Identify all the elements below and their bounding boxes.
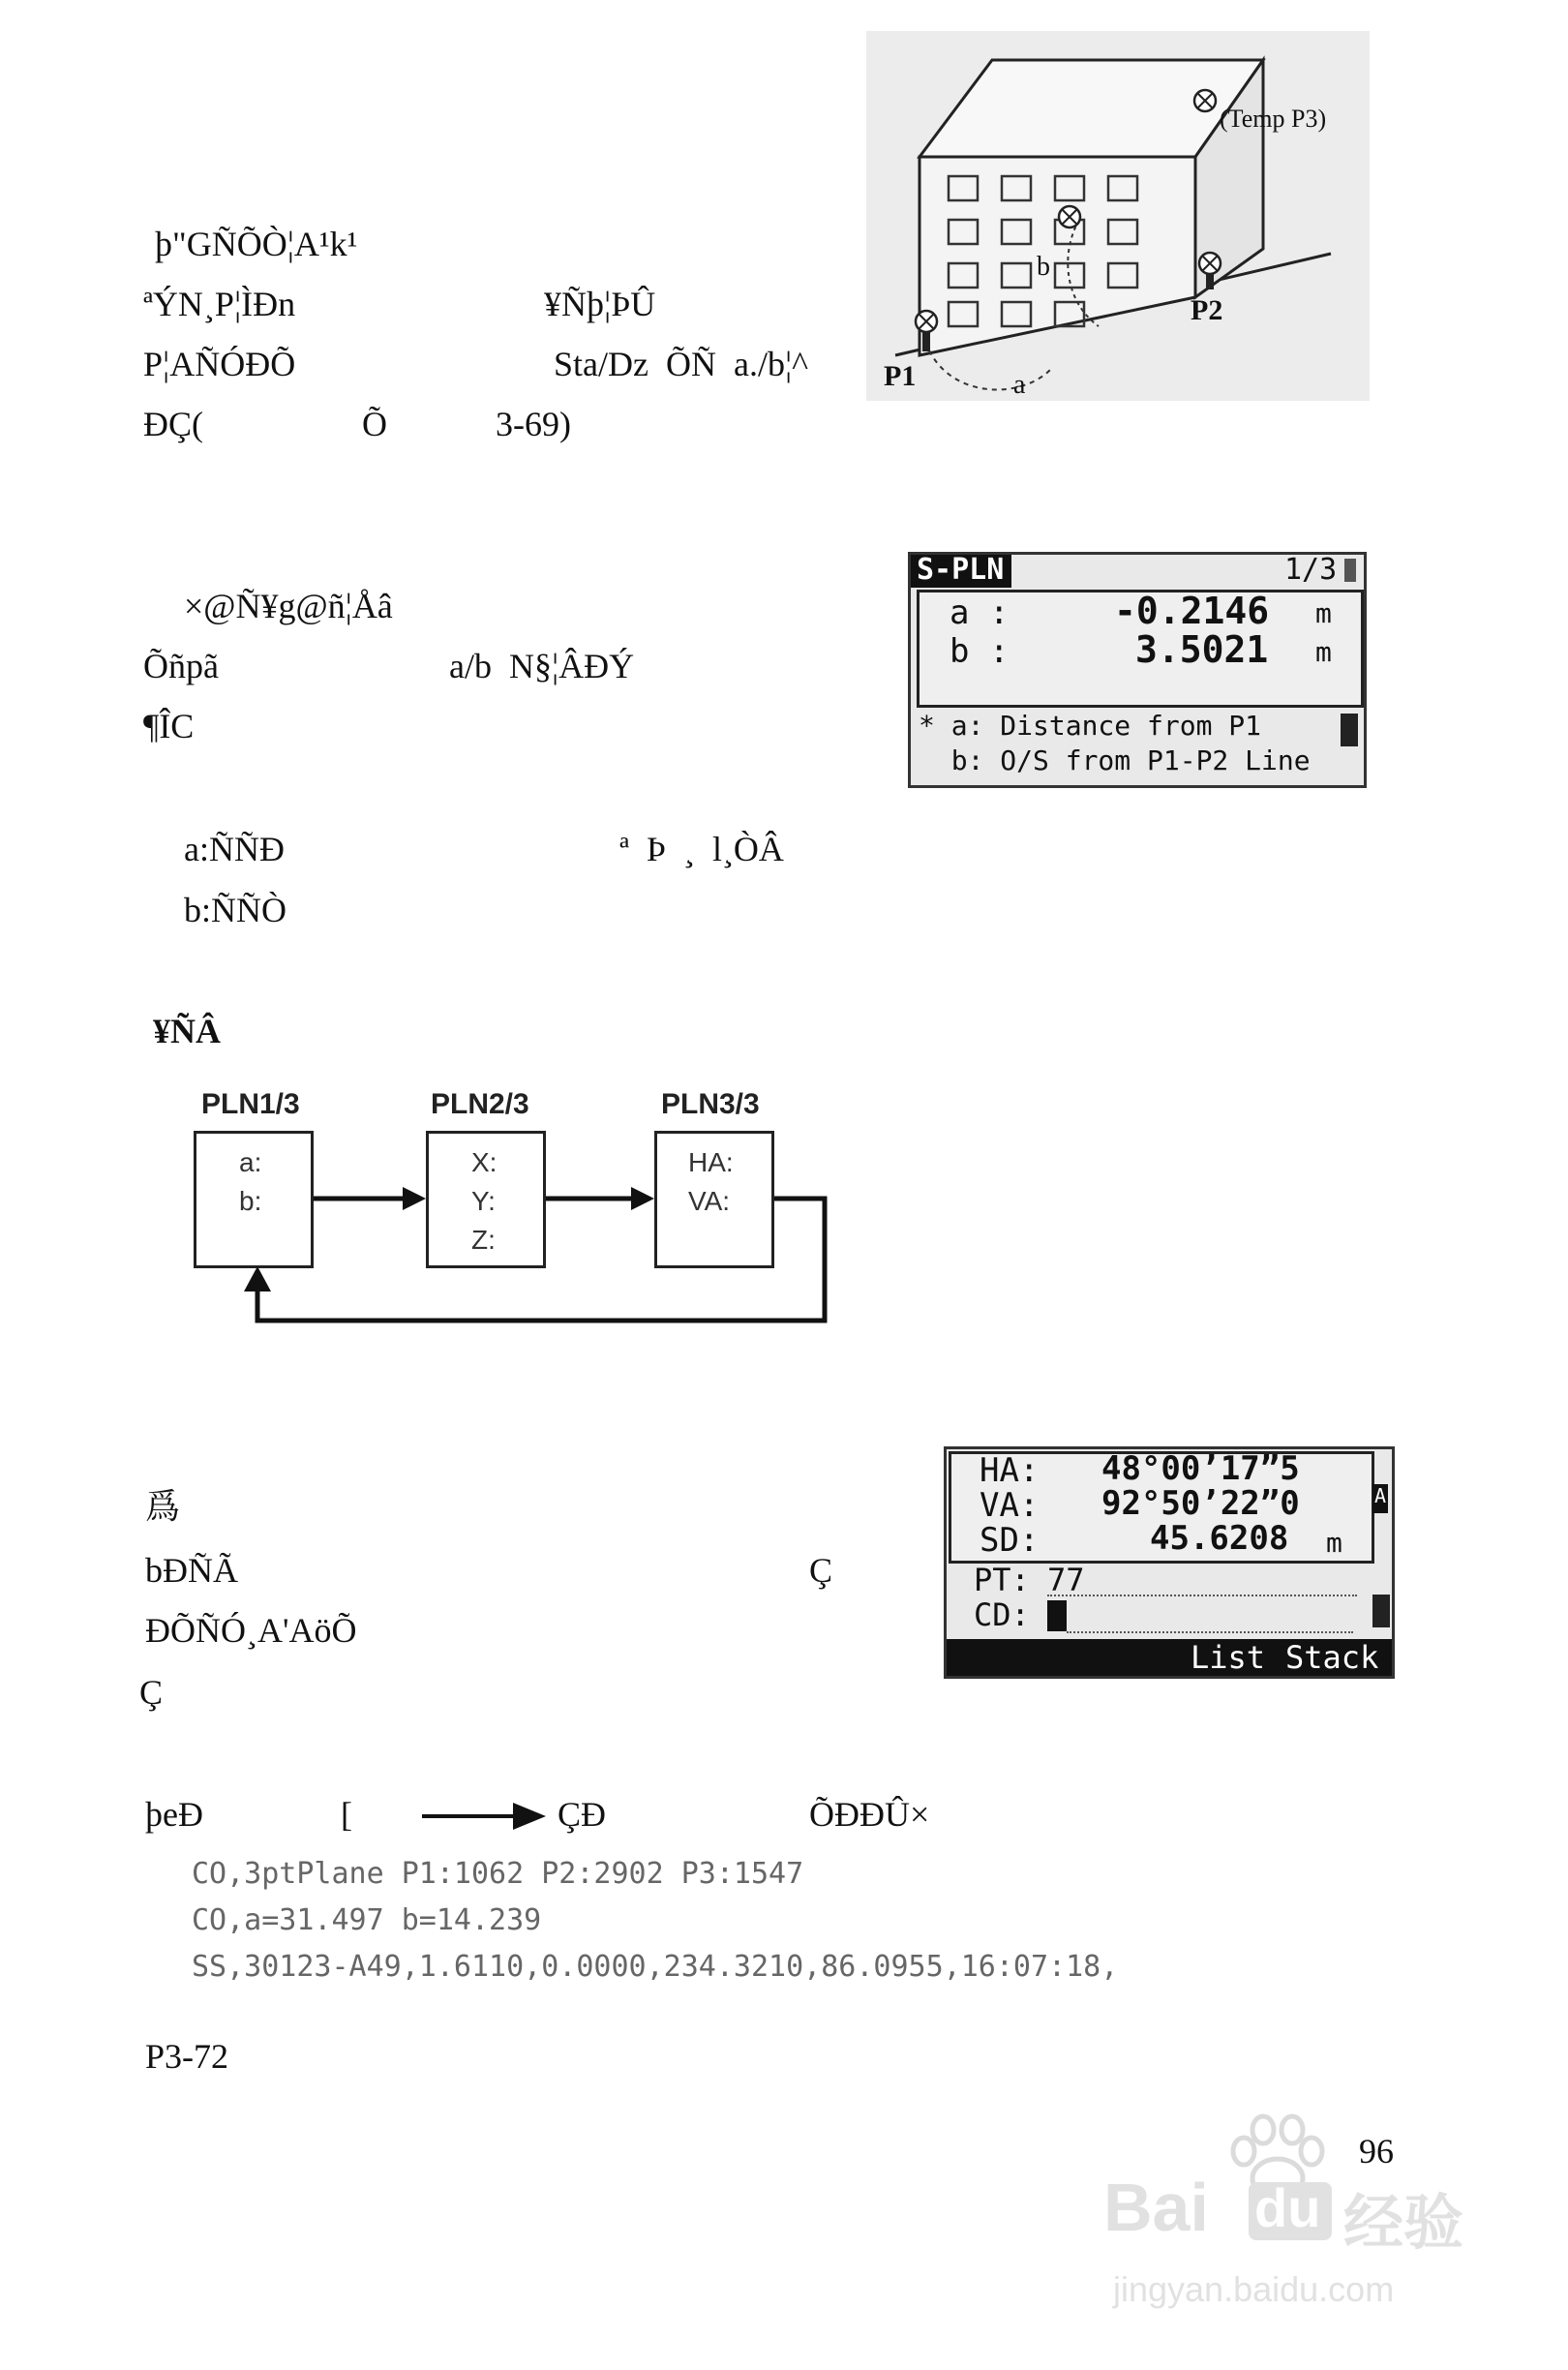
ha-screen: [944, 1446, 1395, 1679]
right-arrow-icon: [422, 1799, 548, 1834]
page-number: 96: [1359, 2132, 1394, 2171]
flow-box-2-content: X: Y: Z:: [471, 1147, 498, 1255]
para2-right: a/b N§¦ÂÐÝ: [449, 647, 635, 685]
sd-unit: m: [1326, 1527, 1342, 1559]
para1-right1: ¥Ñþ¦ÞÛ: [544, 285, 656, 323]
spln-a-label: a :: [950, 593, 1010, 632]
flow-box-1-content: a: b:: [239, 1147, 262, 1216]
spln-page: 1/3: [1284, 553, 1338, 587]
pt-label: PT:: [974, 1562, 1030, 1598]
item-a-right: ª Þ ¸ l¸ÒÂ: [619, 830, 784, 868]
va-value: 92°50’22”0: [1101, 1484, 1300, 1523]
para1-figref: 3-69): [496, 405, 571, 443]
pt-underline: [1047, 1595, 1357, 1596]
spln-a-value: -0.2146: [1114, 590, 1270, 632]
record-data-2: CO,a=31.497 b=14.239: [192, 1903, 542, 1937]
item-b: b:ÑÑÒ: [184, 891, 286, 929]
watermark-brand: Bai: [1103, 2170, 1209, 2245]
record-right: ÕÐÐÛ×: [809, 1795, 930, 1834]
spln-b-unit: m: [1315, 636, 1332, 668]
sd-value: 45.6208: [1150, 1519, 1289, 1558]
record-data-1: CO,3ptPlane P1:1062 P2:2902 P3:1547: [192, 1857, 804, 1891]
record-bracket: [: [341, 1795, 352, 1834]
flow-title-2: PLN2/3: [431, 1088, 529, 1120]
cd-label: CD:: [974, 1596, 1030, 1633]
spln-note2: b: O/S from P1-P2 Line: [919, 744, 1311, 776]
ha-value: 48°00’17”5: [1101, 1449, 1300, 1488]
para1-right2: Sta/Dz ÕÑ a./b¦^: [554, 345, 809, 383]
softkey-bar: [947, 1639, 1392, 1676]
pt-value[interactable]: 77: [1047, 1562, 1085, 1598]
para2-line3: ¶ÎC: [143, 707, 195, 745]
para1-line1: þ"GÑÕÒ¦A¹k¹: [155, 225, 358, 263]
spln-title: S-PLN: [917, 553, 1005, 587]
battery-icon-2: [1372, 1595, 1390, 1627]
flow-box-3-content: HA: VA:: [688, 1147, 734, 1216]
para2-line2: Õñpã: [143, 647, 219, 685]
sd-label: SD:: [980, 1521, 1040, 1560]
watermark-url: jingyan.baidu.com: [1113, 2269, 1395, 2309]
para3-line2: bÐÑÃ: [145, 1551, 238, 1590]
para1-mark: Õ: [362, 405, 387, 443]
mode-badge: [1372, 1484, 1388, 1513]
label-temp-p3: (Temp P3): [1220, 105, 1327, 133]
label-p2: P2: [1191, 294, 1223, 326]
para1-line4: ÐÇ(: [143, 405, 203, 443]
flow-title-3: PLN3/3: [661, 1088, 760, 1120]
softkey-list[interactable]: List: [1191, 1639, 1266, 1676]
watermark-cn: 经验: [1343, 2187, 1464, 2258]
ha-label: HA:: [980, 1451, 1040, 1490]
label-p1: P1: [884, 360, 917, 392]
cd-underline: [1067, 1631, 1353, 1633]
spln-b-label: b :: [950, 632, 1010, 671]
record-data-3: SS,30123-A49,1.6110,0.0000,234.3210,86.0955,16:07:18,: [192, 1950, 1119, 1984]
watermark-brand2: du: [1254, 2177, 1321, 2238]
record-mid: ÇÐ: [558, 1795, 607, 1834]
spln-b-value: 3.5021: [1135, 628, 1269, 671]
para3-line4: Ç: [139, 1673, 164, 1712]
mode-badge-label: A: [1374, 1484, 1387, 1507]
label-a: a: [1013, 370, 1026, 400]
va-label: VA:: [980, 1486, 1040, 1525]
para3-line3: ÐÕÑÓ¸A'AöÕ: [145, 1611, 357, 1650]
item-a: a:ÑÑÐ: [184, 830, 285, 868]
para3-line1: 爲: [145, 1487, 181, 1526]
para1-line2: ªÝN¸P¦ÌÐn: [143, 285, 296, 323]
label-b: b: [1037, 252, 1050, 282]
flow-title-1: PLN1/3: [201, 1088, 300, 1120]
spln-note1: * a: Distance from P1: [919, 710, 1262, 742]
watermark: [1103, 2111, 1491, 2343]
flow-heading: ¥ÑÂ: [153, 1012, 221, 1050]
figure-caption: P3-72: [145, 2037, 229, 2076]
record-left: þeÐ: [145, 1795, 203, 1834]
para1-line3: P¦AÑÓÐÕ: [143, 345, 296, 383]
softkey-stack[interactable]: Stack: [1285, 1639, 1379, 1676]
spln-a-unit: m: [1315, 597, 1332, 629]
para2-line1: ×@Ñ¥g@ñ¦Åâ: [184, 587, 393, 625]
para3-right-c: Ç: [809, 1551, 833, 1590]
cd-cursor[interactable]: [1047, 1600, 1067, 1631]
